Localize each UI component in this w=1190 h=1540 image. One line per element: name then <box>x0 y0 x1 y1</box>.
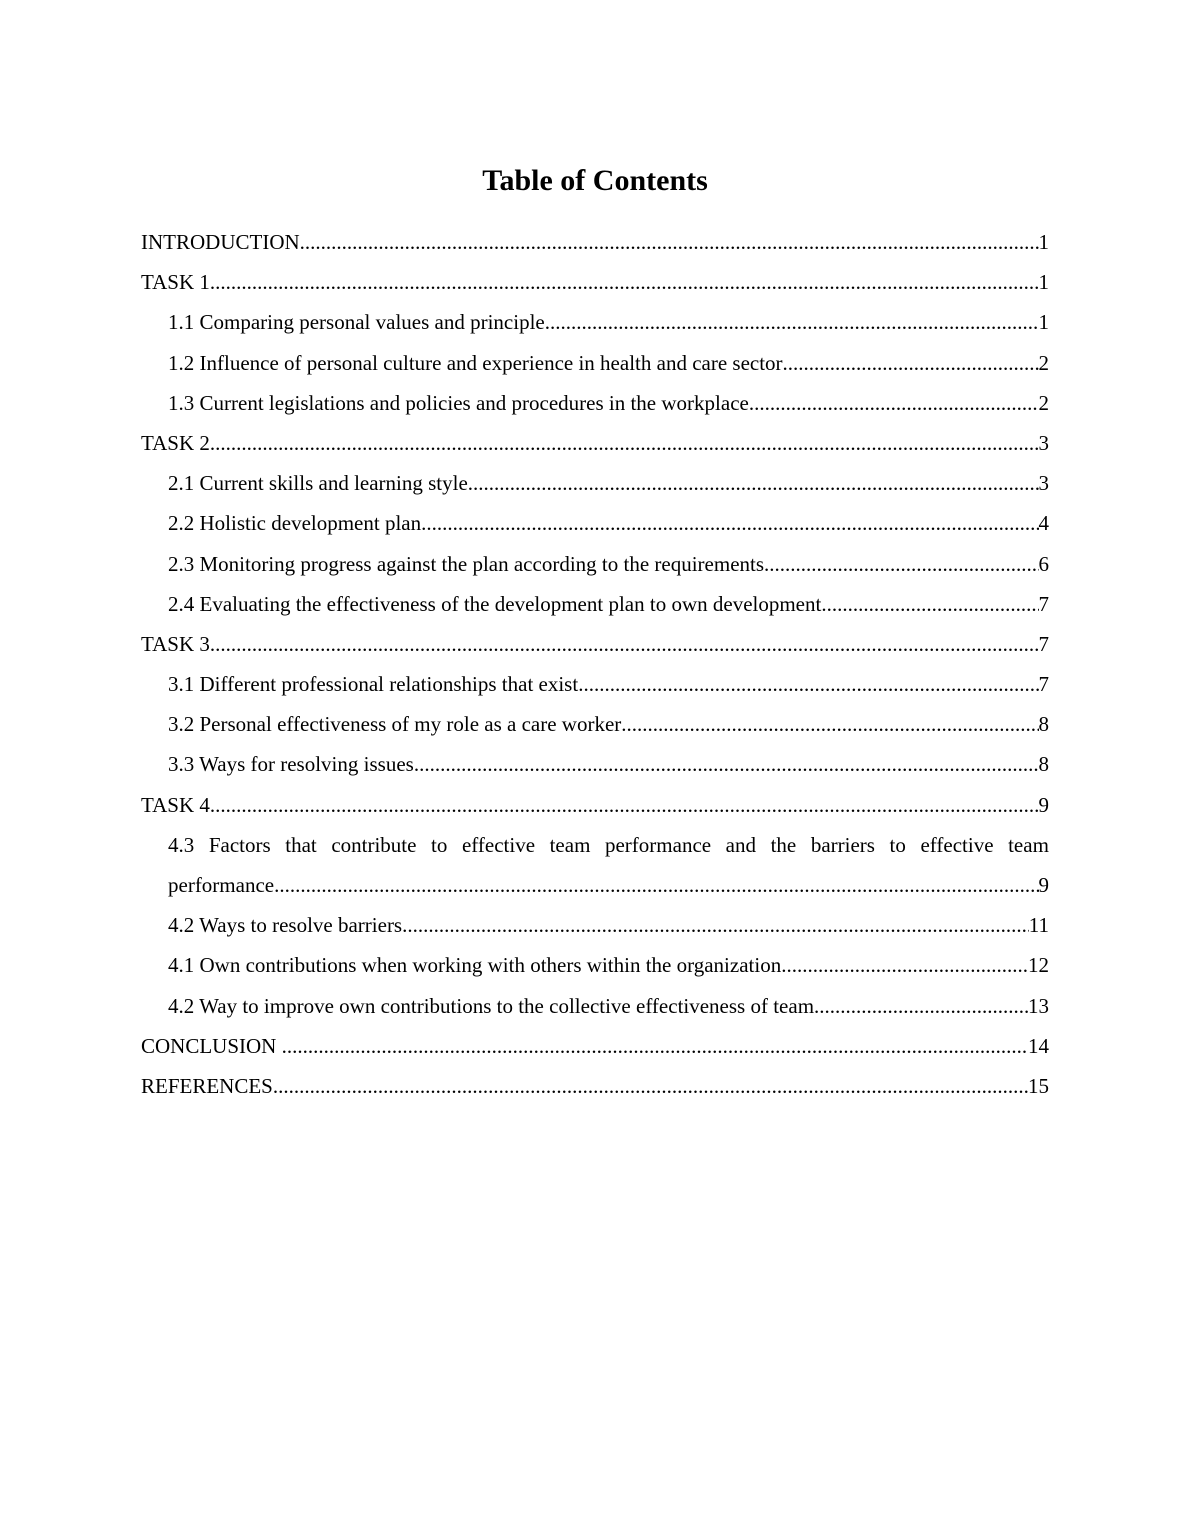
toc-entry-word: team <box>549 832 591 857</box>
toc-entry-3-3[interactable] <box>141 744 1049 784</box>
toc-leader-dots <box>210 262 1039 302</box>
toc-leader-dots <box>282 1026 1028 1066</box>
toc-entry-word: contribute <box>331 832 417 857</box>
toc-entry-word: the <box>770 832 797 857</box>
toc-entry-label: TASK 2 <box>141 430 210 455</box>
toc-page-number: 6 <box>1038 551 1049 576</box>
toc-entry-references[interactable] <box>141 1066 1049 1106</box>
toc-entry-label: 2.3 Monitoring progress against the plan according to the requirements <box>168 551 765 576</box>
toc-entry-label: 1.3 Current legislations and policies and procedures in the workplace <box>168 390 749 415</box>
toc-page-number: 3 <box>1038 430 1049 455</box>
toc-leader-dots <box>783 343 1039 383</box>
toc-entry-word: performance <box>604 832 712 857</box>
toc-leader-dots <box>821 584 1038 624</box>
toc-leader-dots <box>621 704 1038 744</box>
toc-page-number: 11 <box>1028 913 1049 938</box>
page-title: Table of Contents <box>482 164 708 197</box>
toc-entry-task-1[interactable] <box>141 262 1049 302</box>
toc-leader-dots <box>545 302 1039 342</box>
toc-entry-3-1[interactable] <box>141 664 1049 704</box>
toc-leader-dots <box>578 664 1038 704</box>
toc-page-number: 14 <box>1028 1033 1049 1058</box>
toc-entry-2-4[interactable] <box>141 584 1049 624</box>
toc-leader-dots <box>814 986 1028 1026</box>
toc-entry-label: TASK 4 <box>141 792 210 817</box>
toc-entry-word: team <box>1008 832 1049 857</box>
toc-leader-dots <box>421 503 1038 543</box>
toc-entry-word: to <box>431 832 448 857</box>
toc-entry-2-1[interactable] <box>141 463 1049 503</box>
toc-entry-label: 1.1 Comparing personal values and principle <box>168 310 545 335</box>
toc-entry-label: 2.1 Current skills and learning style <box>168 471 468 496</box>
toc-entry-4-1[interactable] <box>141 945 1049 985</box>
toc-leader-dots <box>781 945 1028 985</box>
toc-entry-2-3[interactable] <box>141 544 1049 584</box>
toc-leader-dots <box>210 785 1039 825</box>
toc-page-number: 7 <box>1038 591 1049 616</box>
toc-page-number: 13 <box>1028 993 1049 1018</box>
toc-page-number: 4 <box>1038 511 1049 536</box>
toc-page-number: 8 <box>1038 752 1049 777</box>
toc-leader-dots <box>210 423 1039 463</box>
toc-entry-task-4[interactable] <box>141 785 1049 825</box>
toc-leader-dots <box>749 383 1039 423</box>
toc-entry-word: Factors <box>208 832 271 857</box>
toc-page-number: 1 <box>1038 230 1049 254</box>
toc-entry-label: 4.2 Way to improve own contributions to the collective effectiveness of team <box>168 993 815 1018</box>
toc-leader-dots <box>468 463 1039 503</box>
toc-entry-word: barriers <box>810 832 875 857</box>
toc-entry-1-2[interactable] <box>141 343 1049 383</box>
toc-entry-label: 4.2 Ways to resolve barriers <box>168 913 403 938</box>
toc-entry-line-2 <box>168 865 1049 905</box>
toc-page-number: 9 <box>1038 792 1049 817</box>
toc-entry-label: 2.2 Holistic development plan <box>168 511 422 536</box>
toc-entry-1-1[interactable] <box>141 302 1049 342</box>
toc-entry-3-2[interactable] <box>141 704 1049 744</box>
toc-entry-word: effective <box>461 832 536 857</box>
toc-entry-label: 3.1 Different professional relationships that exist <box>168 672 579 697</box>
toc-entry-label: TASK 1 <box>141 270 210 295</box>
toc-entry-label-line-2: performance <box>168 873 275 897</box>
toc-leader-dots <box>402 905 1029 945</box>
toc-entry-label: CONCLUSION <box>141 1033 282 1058</box>
toc-page-number: 9 <box>1038 873 1049 897</box>
toc-page-number: 12 <box>1028 953 1049 978</box>
toc-entry-task-2[interactable] <box>141 423 1049 463</box>
toc-entry-4-2-barriers[interactable] <box>141 905 1049 945</box>
toc-page-number: 7 <box>1038 631 1049 656</box>
toc-entry-label: 3.2 Personal effectiveness of my role as a care worker <box>168 712 622 737</box>
toc-entry-label: TASK 3 <box>141 631 210 656</box>
toc-page-number: 8 <box>1038 712 1049 737</box>
toc-entry-label: 1.2 Influence of personal culture and experience in health and care sector <box>168 350 783 375</box>
toc-leader-dots <box>300 222 1039 262</box>
toc-entry-conclusion[interactable] <box>141 1026 1049 1066</box>
toc-entry-task-3[interactable] <box>141 624 1049 664</box>
toc-page-number: 1 <box>1038 270 1049 295</box>
toc-page-number: 3 <box>1038 471 1049 496</box>
toc-entry-word: and <box>725 832 756 857</box>
toc-entry-label: 3.3 Ways for resolving issues <box>168 752 414 777</box>
toc-entry-label: REFERENCES <box>141 1073 273 1098</box>
toc-leader-dots <box>764 544 1038 584</box>
toc-entry-label: 2.4 Evaluating the effectiveness of the development plan to own development <box>168 591 822 616</box>
toc-page-number: 7 <box>1038 672 1049 697</box>
toc-leader-dots <box>210 624 1039 664</box>
toc-leader-dots <box>414 744 1039 784</box>
toc-entry-4-3[interactable] <box>141 825 1049 905</box>
table-of-contents <box>141 222 1049 1106</box>
toc-entry-introduction[interactable] <box>141 222 1049 262</box>
toc-entry-label: INTRODUCTION <box>141 230 300 254</box>
toc-entry-label: 4.1 Own contributions when working with others within the organization <box>168 953 782 978</box>
toc-entry-word: 4.3 <box>168 832 195 857</box>
toc-leader-dots <box>274 865 1038 905</box>
toc-entry-1-3[interactable] <box>141 383 1049 423</box>
toc-page-number: 2 <box>1038 390 1049 415</box>
toc-leader-dots <box>273 1066 1028 1106</box>
toc-page-number: 15 <box>1028 1073 1049 1098</box>
toc-entry-2-2[interactable] <box>141 503 1049 543</box>
toc-page-number: 2 <box>1038 350 1049 375</box>
toc-entry-word: to <box>889 832 906 857</box>
toc-entry-label-line-1 <box>168 825 1049 865</box>
toc-entry-4-2-improve[interactable] <box>141 986 1049 1026</box>
toc-page-number: 1 <box>1038 310 1049 335</box>
toc-entry-word: that <box>285 832 317 857</box>
toc-entry-word: effective <box>920 832 994 857</box>
